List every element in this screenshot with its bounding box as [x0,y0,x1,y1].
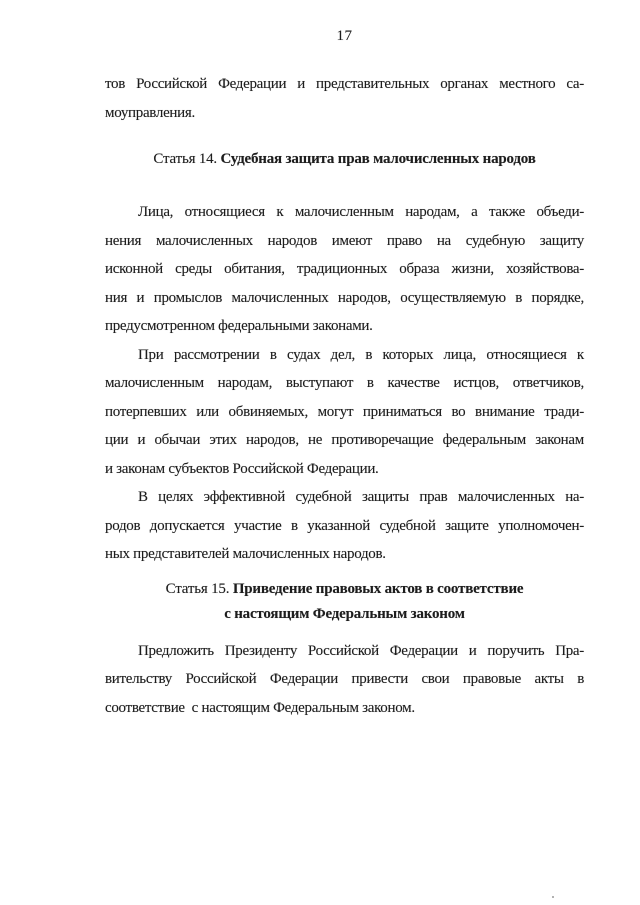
scan-artifact-dot [552,896,554,898]
text-line: В целях эффективной судебной защиты прав малочисленных на- [138,489,584,505]
article-14-heading [105,147,584,172]
article-14-paragraph-2 [105,341,584,484]
text-line: моуправления. [105,104,195,121]
text-line: потерпевших или обвиняемых, могут приниматься во внимание тради- [105,403,584,420]
text-line: с настоящим Федеральным законом [224,605,465,622]
text-line: тов Российской Федерации и представительных органах местного са- [105,76,584,92]
text-line: и законам субъектов Российской Федерации. [105,460,379,477]
article-15-paragraph-1 [105,637,584,723]
text-line: ции и обычаи этих народов, не противоречащие федеральным законам [105,432,584,448]
article-15-heading [105,577,584,627]
text-line: ных представителей малочисленных народов. [105,546,386,562]
text-line: Статья 15. Приведение правовых актов в соответствие [165,580,524,597]
text-line: вительству Российской Федерации привести свои правовые акты в [105,671,584,687]
text-line: При рассмотрении в судах дел, в которых лица, относящиеся к [138,346,584,363]
article-14-paragraph-1 [105,198,584,341]
text-line: родов допускается участие в указанной судебной защите уполномочен- [105,517,584,534]
article-14-paragraph-3 [105,483,584,569]
page-number: 17 [336,28,353,44]
text-line: Статья 14. Судебная защита прав малочисленных народов [153,151,536,167]
text-line: нения малочисленных народов имеют право на судебную защиту [105,232,584,249]
text-line: исконной среды обитания, традиционных образа жизни, хозяйствова- [105,261,584,277]
text-line: Предложить Президенту Российской Федерации и поручить Пра- [138,642,584,659]
text-line: Лица, относящиеся к малочисленным народам, а также объеди- [138,204,584,220]
text-line: предусмотренном федеральными законами. [105,318,373,334]
document-content [105,70,584,722]
text-line: малочисленным народам, выступают в качестве истцов, ответчиков, [105,375,584,391]
text-line: соответствие с настоящим Федеральным законом. [105,699,415,716]
text-line: ния и промыслов малочисленных народов, осуществляемую в порядке, [105,289,584,306]
paragraph-continuation [105,70,584,127]
text-column [105,0,584,722]
